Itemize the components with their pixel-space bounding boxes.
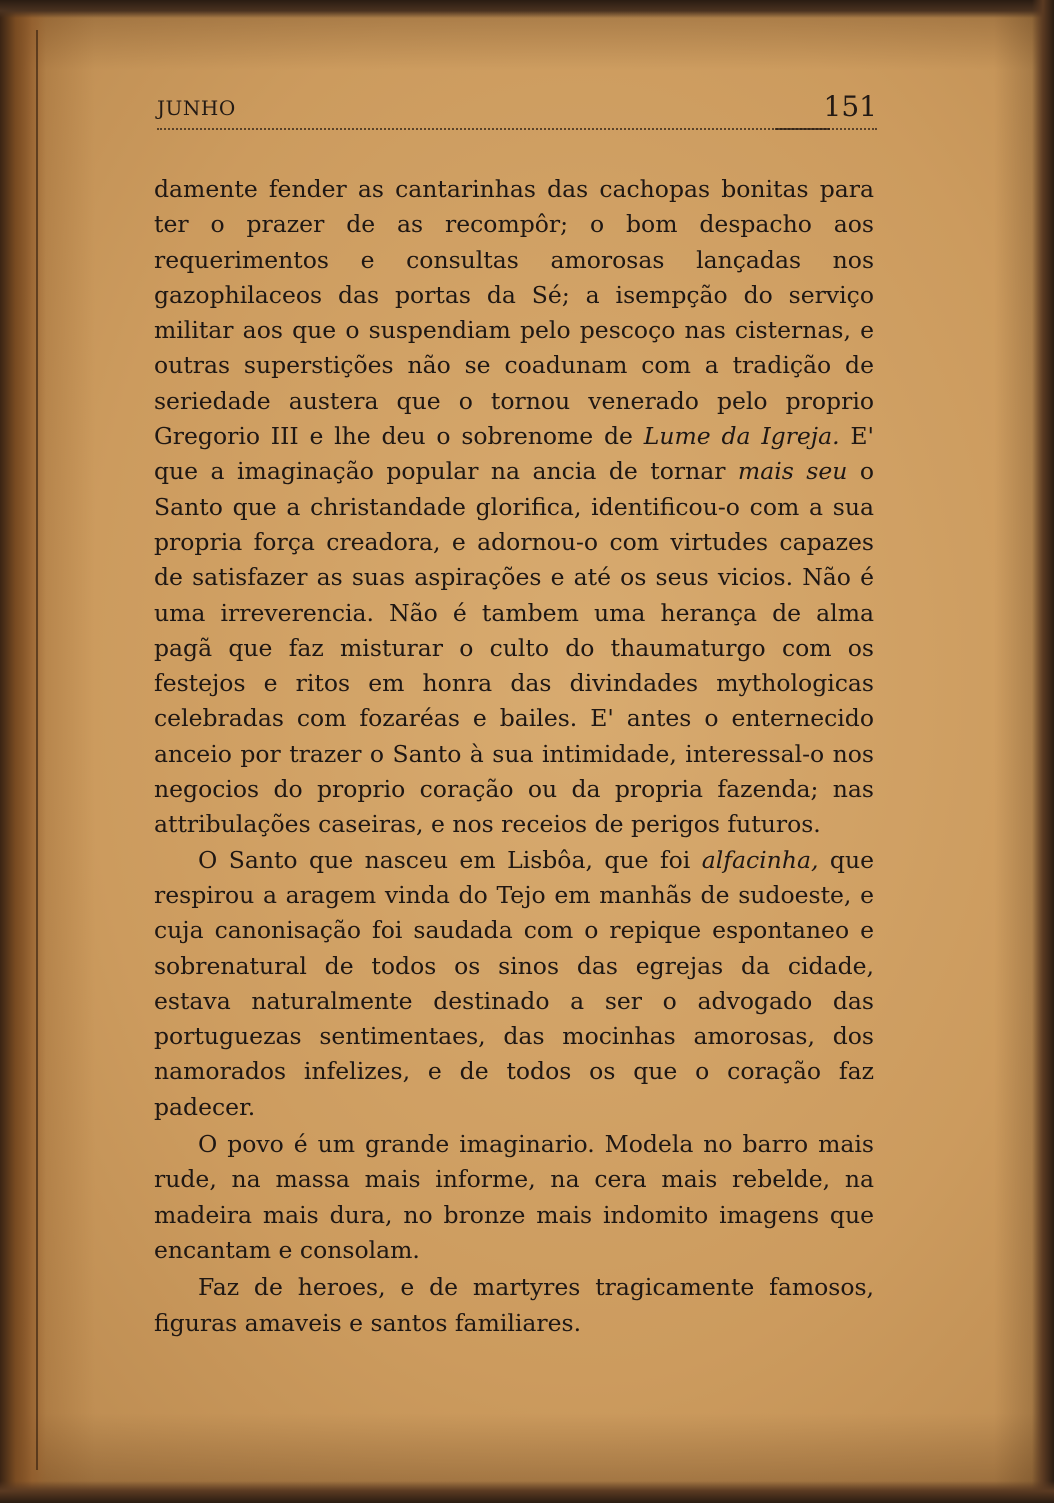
text-segment: damente fender as cantarinhas das cachopas bonitas para ter o prazer de as recompôr; o bom despacho aos requerimentos e consultas amorosas lançadas nos gazophilaceos das portas da Sé; a isempção do serviço militar aos que o suspendiam pelo pescoço nas cisternas, e outras superstições não se coadunam com a tradição de seriedade austera que o tornou venerado pelo proprio Gregorio III e lhe deu o sobrenome de — [154, 175, 874, 451]
text-segment: O Santo que nasceu em Lisbôa, que foi — [198, 845, 702, 874]
text-segment: E' que a imaginação popular na ancia de tornar — [154, 422, 874, 486]
book-gutter-shadow — [0, 0, 46, 1503]
running-head: JUNHO — [157, 96, 236, 120]
italic-phrase: mais seu — [737, 457, 848, 486]
text-segment: que respirou a aragem vinda do Tejo em manhãs de sudoeste, e cuja canonisação foi saudada com o repique espontaneo e sobrenatural de todos os sinos das egrejas da cidade, estava naturalmente destinado a ser o advogado das portuguezas sentimentaes, das mocinhas amorosas, dos namorados infelizes, e de todos os que o coração faz padecer. — [154, 845, 874, 1121]
binding-crease — [36, 30, 38, 1470]
italic-phrase: alfacinha, — [701, 845, 819, 874]
scan-border-top — [0, 0, 1054, 18]
header-rule — [157, 128, 877, 130]
scan-border-bottom — [0, 1481, 1054, 1503]
paragraph-1 — [154, 172, 874, 843]
header-rule-solid-segment — [775, 128, 830, 130]
page-header — [157, 90, 877, 130]
paragraph-3 — [154, 1127, 874, 1268]
body-text — [154, 172, 874, 1341]
text-segment: o Santo que a christandade glorifica, identificou-o com a sua propria força creadora, e adornou-o com virtudes capazes de satisfazer as suas aspirações e até os seus vicios. Não é uma irreverencia. Não é tambem uma herança de alma pagã que faz misturar o culto do thaumaturgo com os festejos e ritos em honra das divindades mythologicas celebradas com fozaréas e bailes. E' antes o enternecido anceio por trazer o Santo à sua intimidade, interessal-o nos negocios do proprio coração ou da propria fazenda; nas attribulações caseiras, e nos receios de perigos futuros. — [154, 457, 874, 839]
paragraph-4 — [154, 1270, 874, 1341]
text-segment: O povo é um grande imaginario. Modela no barro mais rude, na massa mais informe, na cera mais rebelde, na madeira mais dura, no bronze mais indomito imagens que encantam e consolam. — [154, 1130, 874, 1264]
paragraph-2 — [154, 843, 874, 1125]
page-number: 151 — [823, 90, 877, 123]
scan-border-right — [1032, 0, 1054, 1503]
text-segment: Faz de heroes, e de martyres tragicamente famosos, figuras amaveis e santos familiares. — [154, 1273, 874, 1337]
italic-phrase: Lume da Igreja. — [643, 422, 840, 451]
